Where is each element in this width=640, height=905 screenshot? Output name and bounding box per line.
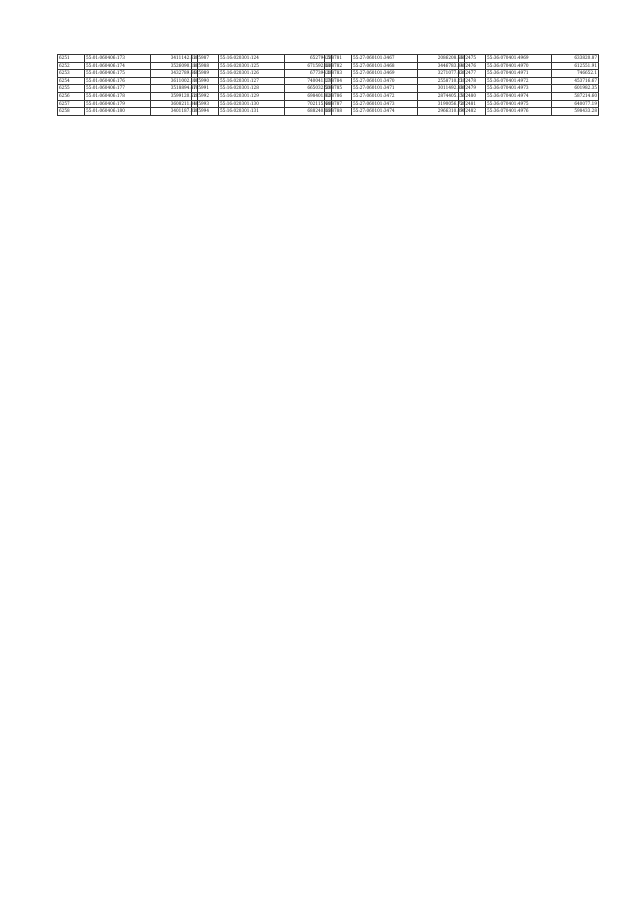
table-row <box>58 108 198 116</box>
cadastral-value-cell: 3611002.10 <box>151 77 198 85</box>
row-number-cell: 185991 <box>192 85 219 93</box>
cadastral-value-cell: 633820.87 <box>552 55 599 63</box>
table-row <box>192 92 332 100</box>
table-row <box>192 77 332 85</box>
row-number-cell: 6251 <box>58 55 85 63</box>
row-number-cell: 208781 <box>325 55 352 63</box>
row-number-cell: 185992 <box>192 92 219 100</box>
cadastral-value-cell: 3011492.88 <box>418 85 465 93</box>
cadastral-number-cell: 55:27:060101:3473 <box>352 100 418 108</box>
cadastral-value-cell: 598433.28 <box>552 108 599 116</box>
register-block <box>191 54 332 116</box>
row-number-cell: 208787 <box>325 100 352 108</box>
cadastral-number-cell: 55:01:060406:177 <box>85 85 151 93</box>
table-row <box>459 77 599 85</box>
cadastral-number-cell: 55:16:020301:130 <box>219 100 285 108</box>
cadastral-value-cell: 3608211.04 <box>151 100 198 108</box>
cadastral-number-cell: 55:01:060406:179 <box>85 100 151 108</box>
register-block <box>458 54 599 116</box>
cadastral-number-cell: 55:16:020301:129 <box>219 92 285 100</box>
row-number-cell: 302481 <box>459 100 486 108</box>
cadastral-value-cell: 677394.1 <box>285 70 332 78</box>
table-row <box>58 92 198 100</box>
cadastral-number-cell: 55:01:060406:176 <box>85 77 151 85</box>
cadastral-value-cell: 3518894.47 <box>151 85 198 93</box>
cadastral-value-cell: 665032.50 <box>285 85 332 93</box>
cadastral-value-cell: 3271077.43 <box>418 70 465 78</box>
cadastral-number-cell: 55:16:020301:125 <box>219 62 285 70</box>
cadastral-number-cell: 55:27:060101:3468 <box>352 62 418 70</box>
row-number-cell: 302477 <box>459 70 486 78</box>
row-number-cell: 302476 <box>459 62 486 70</box>
cadastral-value-cell: 612551.91 <box>552 62 599 70</box>
row-number-cell: 6258 <box>58 108 85 116</box>
cadastral-number-cell: 55:36:070401:4974 <box>486 92 552 100</box>
row-number-cell: 6255 <box>58 85 85 93</box>
cadastral-value-cell: 640077.19 <box>552 100 599 108</box>
cadastral-number-cell: 55:27:060101:3474 <box>352 108 418 116</box>
cadastral-value-cell: 2966310.09 <box>418 108 465 116</box>
table-row <box>459 62 599 70</box>
cadastral-number-cell: 55:36:070401:4970 <box>486 62 552 70</box>
row-number-cell: 302475 <box>459 55 486 63</box>
cadastral-value-cell: 2874405.15 <box>418 92 465 100</box>
cadastral-number-cell: 55:27:060101:3467 <box>352 55 418 63</box>
row-number-cell: 208788 <box>325 108 352 116</box>
row-number-cell: 6253 <box>58 70 85 78</box>
cadastral-number-cell: 55:01:060406:173 <box>85 55 151 63</box>
cadastral-value-cell: 3526090.18 <box>151 62 198 70</box>
table-row <box>192 100 332 108</box>
table-row <box>58 100 198 108</box>
row-number-cell: 185993 <box>192 100 219 108</box>
row-number-cell: 302482 <box>459 108 486 116</box>
table-row <box>459 108 599 116</box>
row-number-cell: 185988 <box>192 62 219 70</box>
cadastral-number-cell: 55:01:060406:180 <box>85 108 151 116</box>
cadastral-number-cell: 55:01:060406:178 <box>85 92 151 100</box>
row-number-cell: 208784 <box>325 77 352 85</box>
row-number-cell: 302479 <box>459 85 486 93</box>
table-row <box>58 85 198 93</box>
cadastral-value-cell: 587214.60 <box>552 92 599 100</box>
table-row <box>58 77 198 85</box>
register-block <box>57 54 198 116</box>
cadastral-value-cell: 746652.1 <box>552 70 599 78</box>
table-row <box>192 108 332 116</box>
table-row <box>325 77 465 85</box>
table-row <box>325 108 465 116</box>
register-block <box>324 54 465 116</box>
table-row <box>325 70 465 78</box>
cadastral-value-cell: 3432789.66 <box>151 70 198 78</box>
cadastral-value-cell: 3411142.63 <box>151 55 198 63</box>
row-number-cell: 208785 <box>325 85 352 93</box>
cadastral-value-cell: 3446783.34 <box>418 62 465 70</box>
cadastral-value-cell: 688240.06 <box>285 108 332 116</box>
cadastral-number-cell: 55:16:020301:124 <box>219 55 285 63</box>
cadastral-number-cell: 55:36:070401:4972 <box>486 77 552 85</box>
cadastral-number-cell: 55:16:020301:127 <box>219 77 285 85</box>
cadastral-number-cell: 55:27:060101:3472 <box>352 92 418 100</box>
cadastral-value-cell: 2558710.21 <box>418 77 465 85</box>
table-row <box>459 92 599 100</box>
cadastral-number-cell: 55:16:020301:128 <box>219 85 285 93</box>
cadastral-number-cell: 55:36:070401:4969 <box>486 55 552 63</box>
table-row <box>58 55 198 63</box>
cadastral-number-cell: 55:36:070401:4973 <box>486 85 552 93</box>
row-number-cell: 6252 <box>58 62 85 70</box>
row-number-cell: 208783 <box>325 70 352 78</box>
table-row <box>192 62 332 70</box>
row-number-cell: 185994 <box>192 108 219 116</box>
cadastral-number-cell: 55:01:060406:175 <box>85 70 151 78</box>
cadastral-value-cell: 2086208.56 <box>418 55 465 63</box>
table-row <box>58 70 198 78</box>
cadastral-number-cell: 55:01:060406:174 <box>85 62 151 70</box>
cadastral-number-cell: 55:27:060101:3471 <box>352 85 418 93</box>
row-number-cell: 185990 <box>192 77 219 85</box>
cadastral-number-cell: 55:36:070401:4971 <box>486 70 552 78</box>
cadastral-value-cell: 3401187.33 <box>151 108 198 116</box>
table-row <box>325 85 465 93</box>
table-row <box>325 100 465 108</box>
cadastral-number-cell: 55:16:020301:131 <box>219 108 285 116</box>
cadastral-value-cell: 3599120.52 <box>151 92 198 100</box>
cadastral-value-cell: 601982.35 <box>552 85 599 93</box>
row-number-cell: 185989 <box>192 70 219 78</box>
cadastral-value-cell: 671592.08 <box>285 62 332 70</box>
table-row <box>58 62 198 70</box>
row-number-cell: 208786 <box>325 92 352 100</box>
table-row <box>459 100 599 108</box>
table-row <box>459 55 599 63</box>
row-number-cell: 302478 <box>459 77 486 85</box>
table-row <box>459 70 599 78</box>
cadastral-value-cell: 698401.92 <box>285 92 332 100</box>
cadastral-value-cell: 652794.5 <box>285 55 332 63</box>
cadastral-number-cell: 55:27:060101:3470 <box>352 77 418 85</box>
cadastral-number-cell: 55:16:020301:126 <box>219 70 285 78</box>
table-row <box>192 70 332 78</box>
row-number-cell: 208782 <box>325 62 352 70</box>
row-number-cell: 6256 <box>58 92 85 100</box>
table-row <box>325 62 465 70</box>
table-row <box>192 55 332 63</box>
cadastral-value-cell: 740041.17 <box>285 77 332 85</box>
row-number-cell: 302480 <box>459 92 486 100</box>
table-row <box>459 85 599 93</box>
row-number-cell: 185987 <box>192 55 219 63</box>
cadastral-number-cell: 55:36:070401:4975 <box>486 100 552 108</box>
cadastral-value-cell: 702115.44 <box>285 100 332 108</box>
table-row <box>192 85 332 93</box>
row-number-cell: 6254 <box>58 77 85 85</box>
table-row <box>325 92 465 100</box>
cadastral-number-cell: 55:36:070401:4976 <box>486 108 552 116</box>
cadastral-value-cell: 3190056.72 <box>418 100 465 108</box>
cadastral-value-cell: 453716.67 <box>552 77 599 85</box>
table-row <box>325 55 465 63</box>
row-number-cell: 6257 <box>58 100 85 108</box>
cadastral-number-cell: 55:27:060101:3469 <box>352 70 418 78</box>
